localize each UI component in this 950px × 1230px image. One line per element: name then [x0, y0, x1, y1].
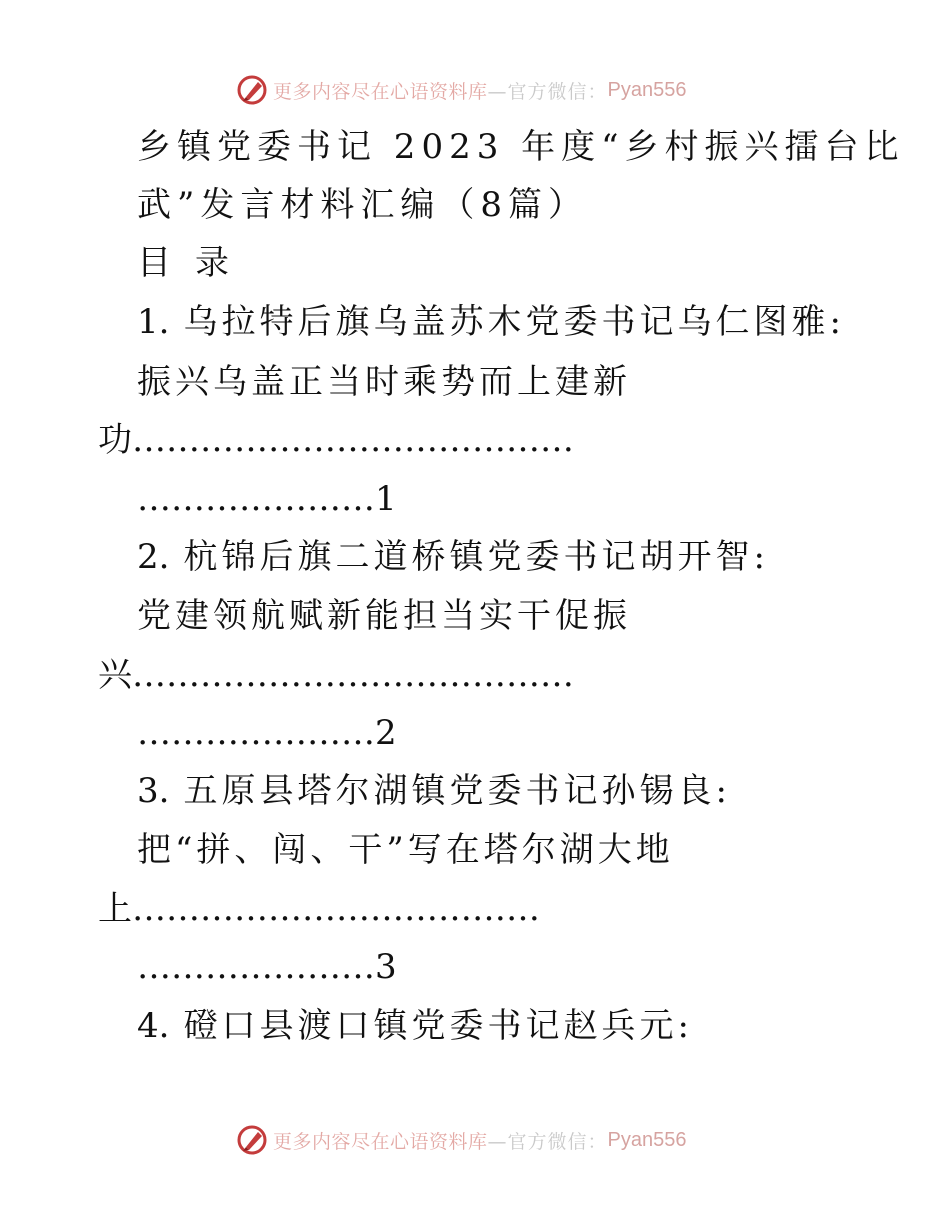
toc-item-4-heading	[137, 1006, 693, 1046]
toc-item-3-page-line	[137, 947, 401, 987]
toc-item-number: 4.	[137, 1006, 170, 1046]
toc-item-lead-char: 上	[98, 889, 132, 929]
toc-item-1-leader-line	[98, 420, 574, 460]
toc-item-leader-dots: …………………………………	[132, 655, 574, 695]
toc-item-1-heading	[137, 302, 845, 342]
toc-item-page-number: 3	[375, 947, 401, 987]
toc-item-number: 3.	[137, 771, 170, 811]
toc-item-lead-char: 功	[98, 420, 132, 460]
toc-item-3-subtitle: 把“拼、闯、干”写在塔尔湖大地	[137, 830, 674, 870]
toc-item-page-number: 1	[375, 479, 401, 519]
watermark-wechat-id: Pyan556	[607, 1128, 687, 1151]
toc-item-1-page-line	[137, 479, 401, 519]
watermark-text: 更多内容尽在心语资料库	[273, 80, 488, 103]
toc-item-heading-text: 五原县塔尔湖镇党委书记孙锡良:	[183, 771, 731, 811]
pen-nib-circle-icon	[235, 1123, 269, 1157]
toc-item-heading-text: 乌拉特后旗乌盖苏木党委书记乌仁图雅:	[183, 302, 845, 342]
pen-nib-circle-icon	[235, 73, 269, 107]
toc-item-page-number: 2	[375, 713, 401, 753]
document-title-line-2: 武”发言材料汇编（8篇）	[137, 185, 589, 225]
toc-item-leader-dots: …………………………………	[132, 420, 574, 460]
watermark-wechat-id: Pyan556	[607, 78, 687, 101]
toc-item-1-subtitle: 振兴乌盖正当时乘势而上建新	[137, 362, 631, 402]
toc-item-number: 2.	[137, 537, 170, 577]
watermark-contact-label: —官方微信：	[487, 80, 608, 103]
toc-item-heading-text: 杭锦后旗二道桥镇党委书记胡开智:	[183, 537, 769, 577]
toc-item-heading-text: 磴口县渡口镇党委书记赵兵元:	[183, 1006, 693, 1046]
toc-item-lead-char: 兴	[98, 655, 132, 695]
toc-item-3-leader-line	[98, 889, 540, 929]
toc-item-number: 1.	[137, 302, 170, 342]
toc-item-2-page-line	[137, 713, 401, 753]
document-title-line-1: 乡镇党委书记 2023 年度“乡村振兴擂台比	[137, 127, 905, 167]
header-watermark	[235, 73, 687, 107]
toc-item-2-heading	[137, 537, 769, 577]
toc-item-3-heading	[137, 771, 731, 811]
toc-item-2-subtitle: 党建领航赋新能担当实干促振	[137, 596, 631, 636]
toc-item-leader-dots: …………………	[137, 713, 375, 753]
footer-watermark	[235, 1123, 687, 1157]
toc-item-leader-dots: …………………	[137, 479, 375, 519]
toc-item-2-leader-line	[98, 655, 574, 695]
toc-item-leader-dots: ………………………………	[132, 889, 540, 929]
toc-label: 目录	[137, 243, 253, 283]
watermark-text: 更多内容尽在心语资料库	[273, 1130, 488, 1153]
toc-item-leader-dots: …………………	[137, 947, 375, 987]
watermark-contact-label: —官方微信：	[487, 1130, 608, 1153]
